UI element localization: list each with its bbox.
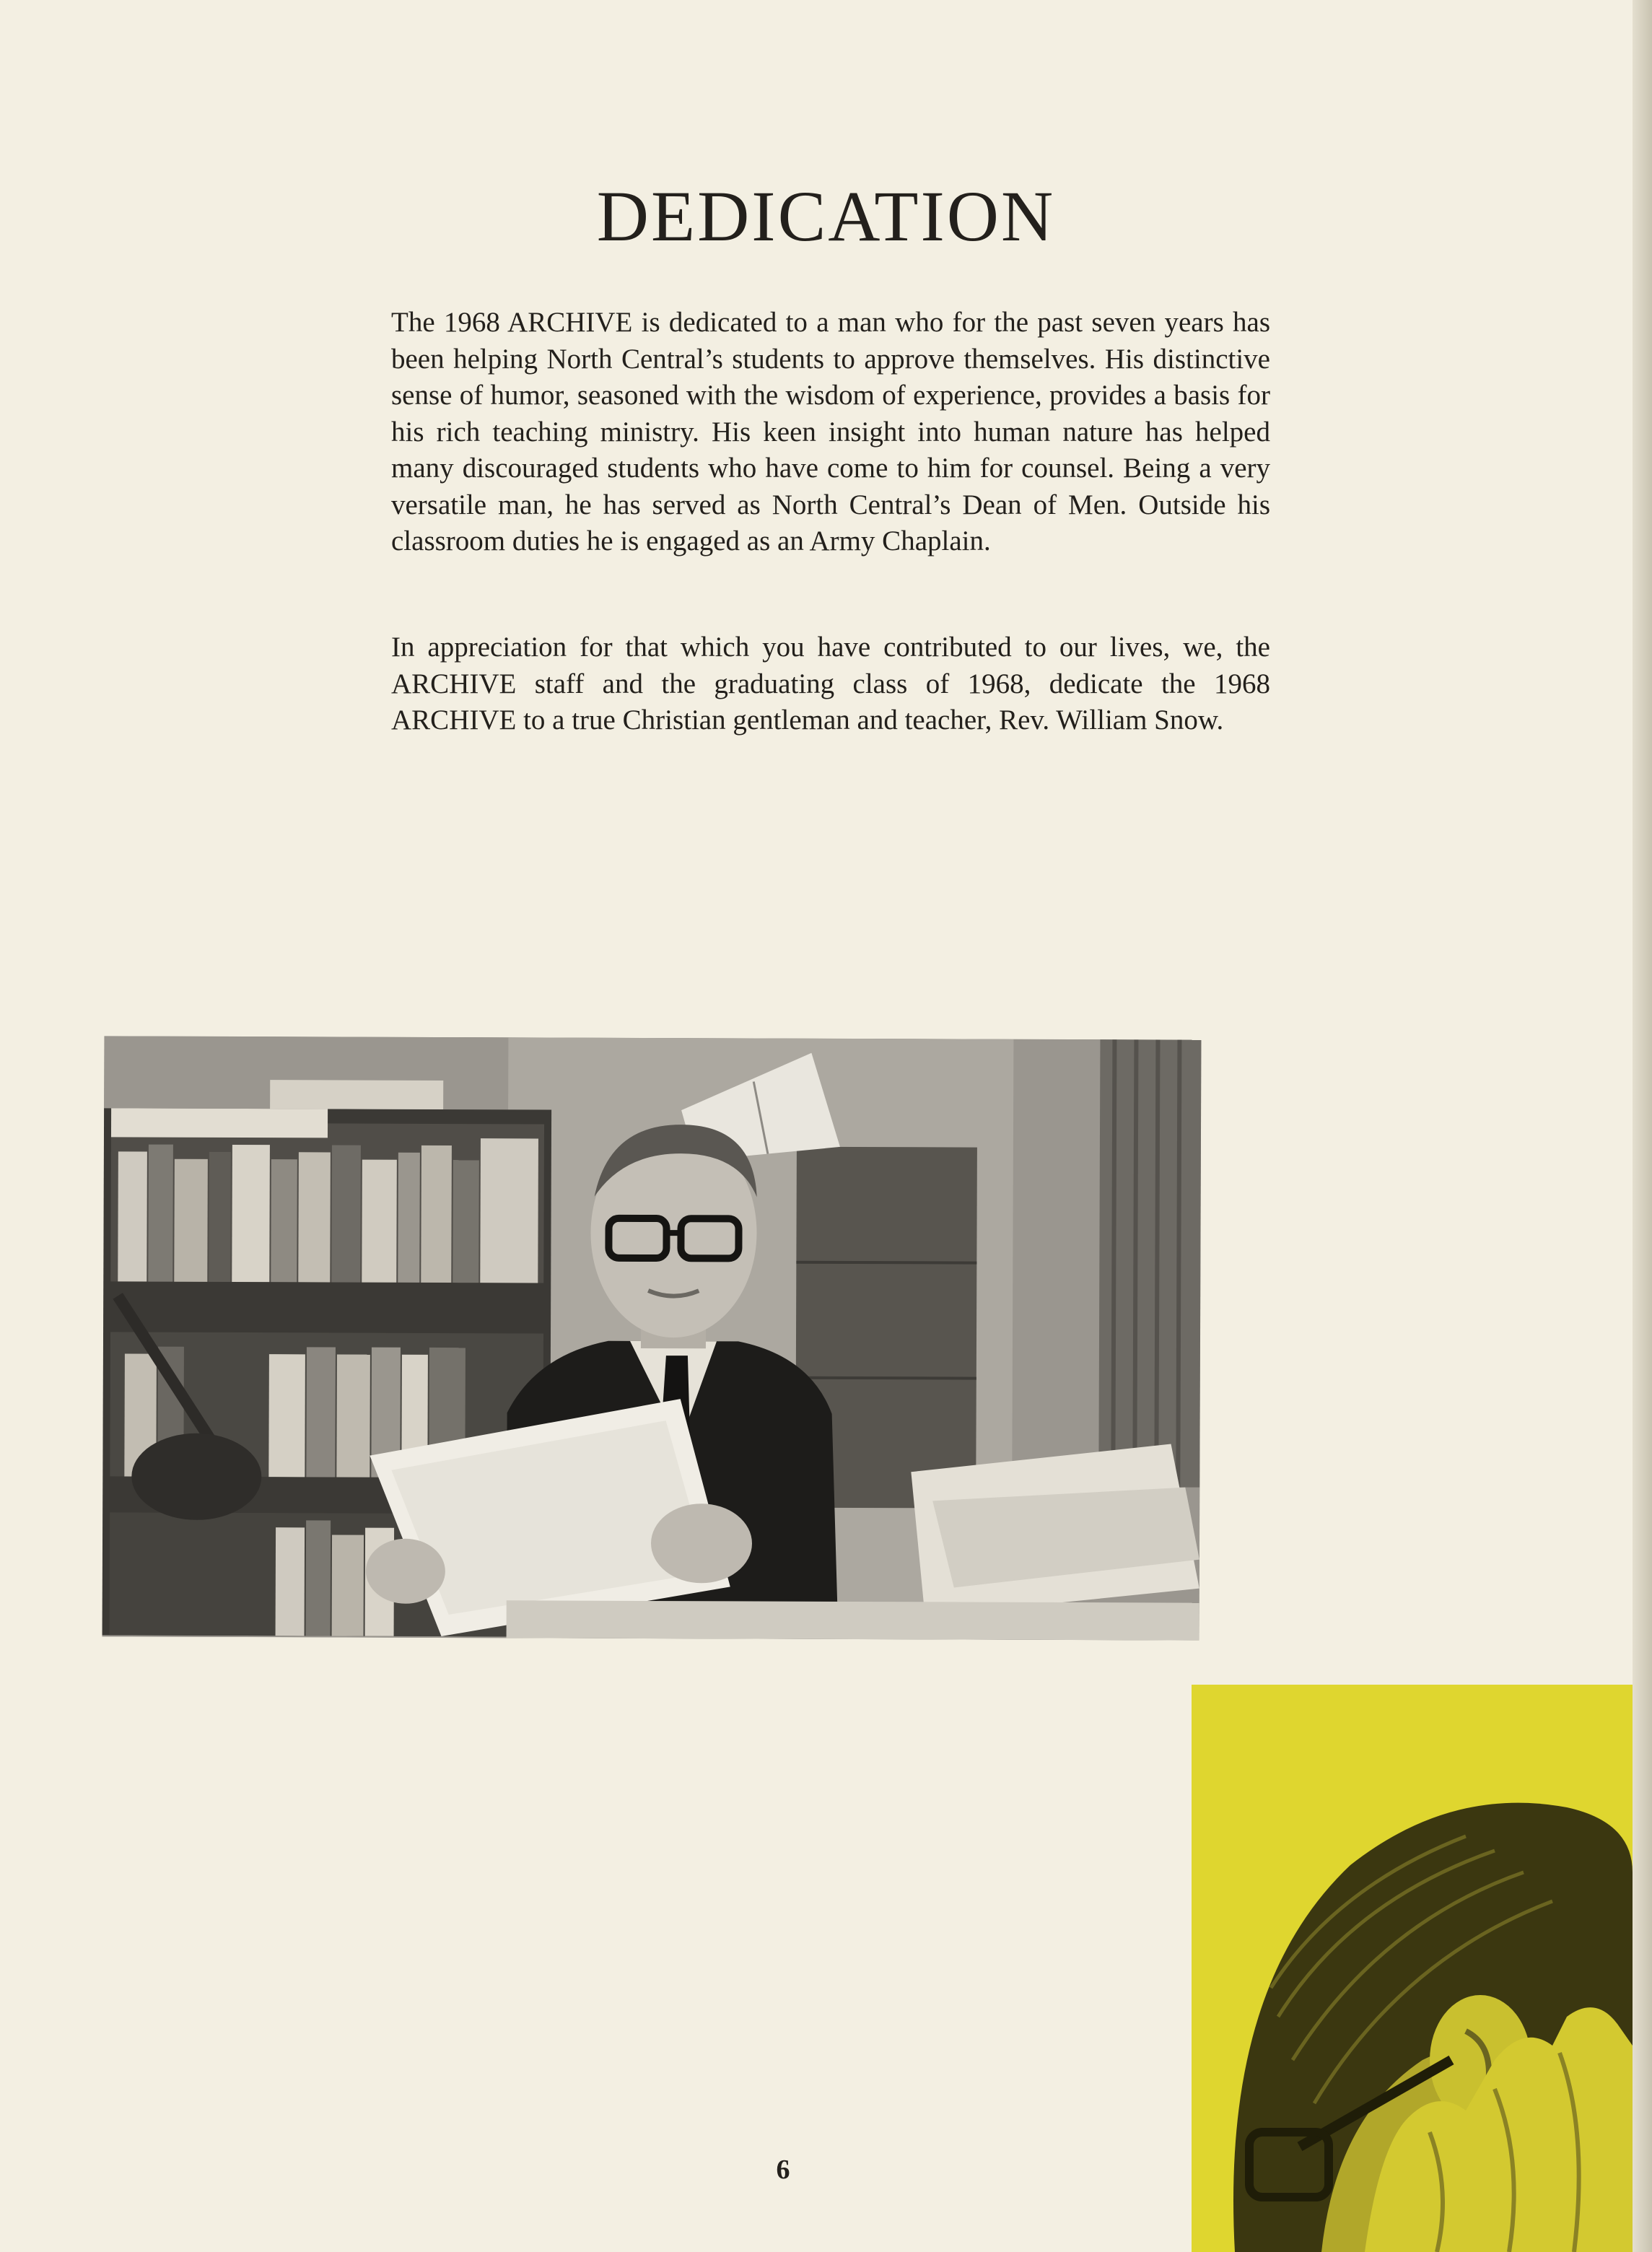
head-in-hand-illustration — [1192, 1685, 1633, 2252]
dedication-paragraph-2: In appreciation for that which you have contributed to our lives, we, the ARCHIVE staff and the graduating class of 1968, dedicate the 1968 ARCHIVE to a true Christian gentleman and teacher, Rev. William Snow. — [391, 632, 1270, 736]
page-number: 6 — [776, 2155, 790, 2185]
page-title: DEDICATION — [596, 176, 1056, 256]
office-portrait-photo — [102, 1036, 1202, 1640]
office-portrait-illustration — [102, 1036, 1202, 1640]
page-edge — [1633, 0, 1652, 2252]
head-in-hand-photo — [1192, 1685, 1633, 2252]
dedication-paragraph-1: The 1968 ARCHIVE is dedicated to a man who for the past seven years has been helping North Central’s students to approve themselves. His distinctive sense of humor, seasoned with the wisdom of experience, provides a basis for his rich teaching ministry. His keen insight into human nature has helped many discouraged students who have come to him for counsel. Being a very versatile man, he has served as North Central’s Dean of Men. Outside his classroom duties he is engaged as an Army Chaplain. — [391, 307, 1270, 557]
